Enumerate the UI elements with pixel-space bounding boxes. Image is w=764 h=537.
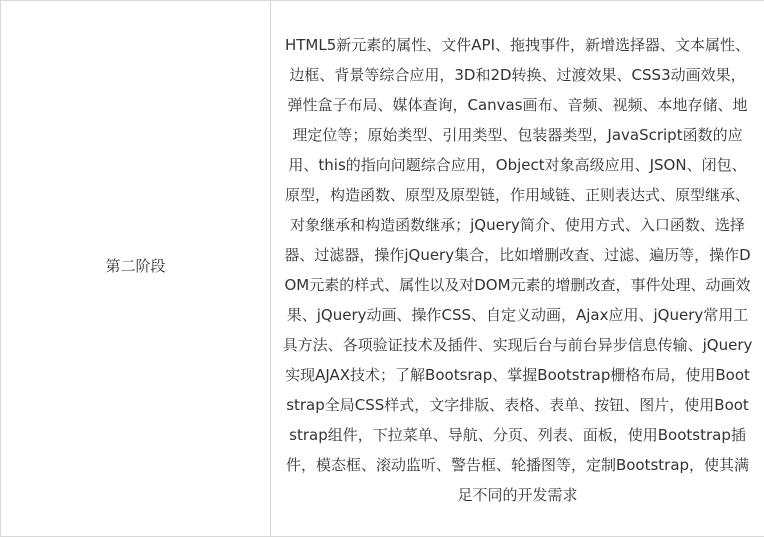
course-content-text: HTML5新元素的属性、文件API、拖拽事件，新增选择器、文本属性、边框、背景等综合应用，3D和2D转换、过渡效果、CSS3动画效果，弹性盒子布局、媒体查询，Canvas画布、音频、视频、本地存储、地理定位等；原始类型、引用类型、包装器类型，JavaScript函数的应用、this的指向问题综合应用，Object对象高级应用、JSON、闭包、原型，构造函数、原型及原型链，作用域链、正则表达式、原型继承、对象继承和构造函数继承；jQuery简介、使用方式、入口函数、选择器、过滤器，操作jQuery集合，比如增删改查、过滤、遍历等，操作DOM元素的样式、属性以及对DOM元素的增删改查，事件处理、动画效果、jQuery动画、操作CSS、自定义动画，Ajax应用、jQuery常用工具方法、各项验证技术及插件、实现后台与前台异步信息传输、jQuery实现AJAX技术；了解Bootsrap、掌握Bootstrap栅格布局，使用Bootstrap全局CSS样式，文字排版、表格、表单、按钮、图片，使用Bootstrap组件，下拉菜单、导航、分页、列表、面板，使用Bootstrap插件，模态框、滚动监听、警告框、轮播图等，定制Bootstrap，使其满足不同的开发需求 xyxy=(282,35,753,504)
table-row xyxy=(1,1,764,537)
stage-cell xyxy=(1,1,271,537)
stage-label: 第二阶段 xyxy=(105,256,166,275)
content-cell xyxy=(271,1,764,537)
